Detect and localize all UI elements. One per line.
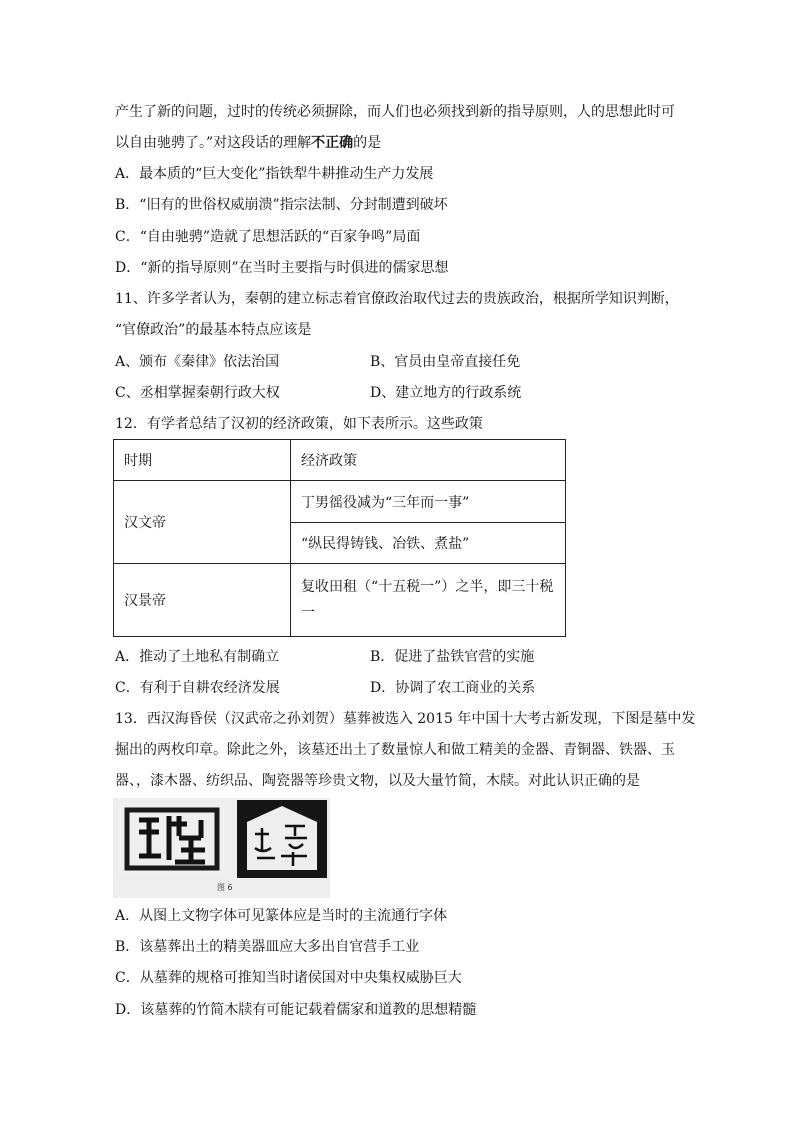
table-cell-wendi-policy-2: “纵民得铸钱、冶铁、煮盐” xyxy=(291,523,566,564)
jingdi-policy-text: 复收田租（“十五税一”）之半，即三十税一 xyxy=(301,579,554,621)
q13-stem-2: 掘出的两枚印章。除此之外，该墓还出土了数量惊人和做工精美的金器、青铜器、铁器、玉 xyxy=(115,742,675,758)
table-cell-jingdi: 汉景帝 xyxy=(114,564,291,637)
q11-option-c: C、丞相掌握秦朝行政大权 xyxy=(115,385,280,401)
table-row xyxy=(114,564,566,637)
q13-option-c: C．从墓葬的规格可推知当时诸侯国对中央集权威胁巨大 xyxy=(115,970,462,986)
table-cell-wendi: 汉文帝 xyxy=(114,481,291,564)
intro-line-2-pre: 以自由驰骋了。”对这段话的理解 xyxy=(115,135,312,151)
intro-line-2-post: 的是 xyxy=(353,135,382,151)
q10-option-c: C．“自由驰骋”造就了思想活跃的“百家争鸣”局面 xyxy=(115,229,421,245)
q10-option-b: B．“旧有的世俗权威崩溃”指宗法制、分封制遭到破坏 xyxy=(115,197,448,213)
seal-figure xyxy=(113,798,330,898)
q10-option-a: A．最本质的“巨大变化”指铁犁牛耕推动生产力发展 xyxy=(115,166,434,182)
q12-option-d: D．协调了农工商业的关系 xyxy=(370,680,536,696)
q10-option-d: D．“新的指导原则”在当时主要指与时俱进的儒家思想 xyxy=(115,260,449,276)
q13-option-d: D．该墓葬的竹简木牍有可能记载着儒家和道教的思想精髓 xyxy=(115,1002,477,1018)
figure-label: 图 6 xyxy=(217,883,233,892)
q13-stem-1: 13．西汉海昏侯（汉武帝之孙刘贺）墓葬被选入 2015 年中国十大考古新发现，下图是墓中发 xyxy=(115,711,696,727)
table-row xyxy=(114,481,566,523)
intro-emphasis: 不正确 xyxy=(311,135,354,151)
table-cell-jingdi-policy xyxy=(291,564,566,637)
q11-option-d: D、建立地方的行政系统 xyxy=(370,385,522,401)
seal-image-2 xyxy=(237,800,327,878)
q12-option-c: C．有利于自耕农经济发展 xyxy=(115,680,280,696)
q12-option-a: A．推动了土地私有制确立 xyxy=(115,649,280,665)
table-header-period: 时期 xyxy=(114,440,291,481)
policy-table xyxy=(113,439,566,637)
seal-image-1 xyxy=(119,802,225,876)
q13-stem-3: 器、，漆木器、纺织品、陶瓷器等珍贵文物，以及大量竹简，木牍。对此认识正确的是 xyxy=(115,773,640,789)
table-cell-wendi-policy-1: 丁男徭役减为“三年而一事” xyxy=(291,481,566,523)
q13-option-b: B．该墓葬出土的精美器皿应大多出自官营手工业 xyxy=(115,939,420,955)
q11-stem-1: 11、许多学者认为，秦朝的建立标志着官僚政治取代过去的贵族政治，根据所学知识判断， xyxy=(115,291,679,307)
table-header-policy: 经济政策 xyxy=(291,440,566,481)
q11-option-b: B、官员由皇帝直接任免 xyxy=(370,354,521,370)
q13-option-a: A．从图上文物字体可见篆体应是当时的主流通行字体 xyxy=(115,908,448,924)
q12-stem: 12．有学者总结了汉初的经济政策，如下表所示。这些政策 xyxy=(115,416,483,432)
q12-option-b: B．促进了盐铁官营的实施 xyxy=(370,649,535,665)
intro-line-1: 产生了新的问题，过时的传统必须摒除，而人们也必须找到新的指导原则，人的思想此时可 xyxy=(115,104,675,120)
intro-line-2 xyxy=(115,133,381,153)
q11-stem-2: “官僚政治”的最基本特点应该是 xyxy=(115,322,312,338)
q11-option-a: A、颁布《秦律》依法治国 xyxy=(115,354,280,370)
table-row xyxy=(114,440,566,481)
